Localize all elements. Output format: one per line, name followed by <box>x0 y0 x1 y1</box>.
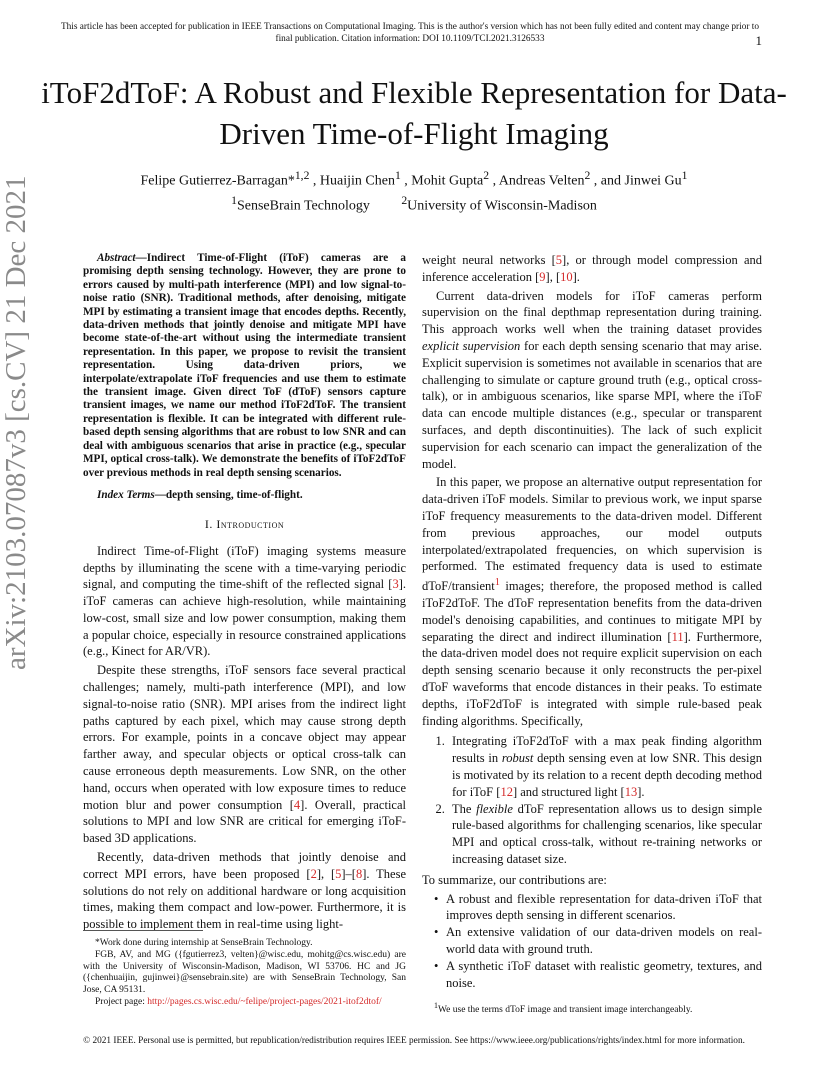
abstract-text: —Indirect Time-of-Flight (iToF) cameras are a promising depth sensing technology. However, they are prone to errors caused by multi-path interference (MPI) and low signal-to-noise ratio (SNR). Traditional methods, after denoising, mitigate MPI by estimating a transient image that encodes depths. Recently, data-driven methods that jointly denoise and mitigate MPI have become state-of-the-art without using the intermediate transient representation. In this paper, we propose to revisit the transient representation. Using data-driven priors, we interpolate/extrapolate iToF frequencies and use them to estimate the transient image. Given direct ToF (dToF) sensors capture transient images, we name our method iToF2dToF. The transient representation is flexible. It can be integrated with different rule-based depth sensing algorithms that are robust to low SNR and can deal with ambiguous scenarios that arise in practice (e.g., specular MPI, optical cross-talk). We demonstrate the benefits of iToF2dToF over previous methods in real depth sensing scenarios. <box>83 252 406 479</box>
abstract-label: Abstract <box>97 252 136 264</box>
citation-link[interactable]: 13 <box>624 784 638 799</box>
citation-link[interactable]: 11 <box>671 629 684 644</box>
summary-intro: To summarize, our contributions are: <box>422 872 607 887</box>
method-list <box>422 733 762 867</box>
citation-link[interactable]: 2 <box>310 866 317 881</box>
arxiv-stamp: arXiv:2103.07087v3 [cs.CV] 21 Dec 2021 <box>0 175 32 670</box>
footnote-rule <box>83 930 203 931</box>
intro-paragraph-1: Indirect Time-of-Flight (iToF) imaging systems measure depths by illuminating the scene with a time-varying periodic signal, and computing the time-shift of the reflected signal [3]. iToF cameras can achieve high-resolution, while maintaining low-cost, small size and low power consumption, making them a popular choice, especially in resource constrained applications (e.g., Kinect for AR/VR). <box>83 543 406 659</box>
footnotes-left <box>83 938 406 1009</box>
citation-link[interactable]: 9 <box>539 269 546 284</box>
project-page-link[interactable]: http://pages.cs.wisc.edu/~felipe/project-pages/2021-itof2dtof/ <box>147 996 382 1007</box>
citation-link[interactable]: 5 <box>555 253 563 267</box>
index-terms-text: —depth sensing, time-of-flight. <box>154 488 303 501</box>
right-paragraph-2: Current data-driven models for iToF cameras perform supervision on the final depthmap representation during training. This approach works well when the training dataset provides explicit supervision for each depth sensing scenario that may arise. Explicit supervision is sometimes not available in scenarios that are challenging to simulate or capture ground truth (e.g., optical cross-talk), or in ambiguous scenarios, like sparse MPI, where the iToF data can encode multiple distances (e.g., specular or transparent surfaces, and depth discontinuities). The lack of such explicit supervision for each scenario can impact the generalization of the model. <box>422 288 763 471</box>
index-terms <box>83 488 406 502</box>
footnote-internship: *Work done during internship at SenseBrain Technology. <box>95 938 313 948</box>
method-list-item: 1. Integrating iToF2dToF with a max peak finding algorithm results in robust depth sensing even at low SNR. This design is motivated by its relation to a recent depth decoding method for iToF [12] and structured light [13]. <box>448 733 762 800</box>
journal-header-note: This article has been accepted for publication in IEEE Transactions on Computational Imaging. This is the author's version which has not been fully edited and content may change prior to final publication. Citation information: DOI 10.1109/TCI.2021.3126533 <box>60 22 760 44</box>
index-terms-label: Index Terms <box>97 488 155 501</box>
footnote-affiliations: FGB, AV, and MG ({fgutierrez3, velten}@wisc.edu, mohitg@cs.wisc.edu) are with the University of Wisconsin-Madison, Madison, WI 53706. HC and JG ({chenhuaijin, gujinwei}@sensebrain.site) are with SenseBrain Technology, San Jose, CA 95131. <box>83 949 406 996</box>
citation-link[interactable]: 10 <box>560 269 573 284</box>
citation-link[interactable]: 5 <box>335 866 342 881</box>
authors-line: Felipe Gutierrez-Barragan*$^{1,2}$ , Huaijin Chen$^1$ , Mohit Gupta$^2$ , Andreas Velten$^2$ , and Jinwei Gu$^1$ <box>140 169 688 189</box>
paper-title: iToF2dToF: A Robust and Flexible Representation for Data-Driven Time-of-Flight Imaging <box>41 75 787 151</box>
citation-link[interactable]: 4 <box>293 797 301 812</box>
contribution-item: • A robust and flexible representation for data-driven iToF that improves depth sensing in different scenarios. <box>436 891 762 925</box>
contributions-list <box>422 891 762 992</box>
citation-link[interactable]: 12 <box>500 784 513 799</box>
footnote-marker[interactable]: 1 <box>494 577 500 589</box>
citation-link[interactable]: 8 <box>355 866 363 881</box>
page-number: 1 <box>755 33 762 48</box>
copyright-footer: © 2021 IEEE. Personal use is permitted, but republication/redistribution requires IEEE permission. See https://www.ieee.org/publications/rights/index.html for more information. <box>83 1036 745 1046</box>
section-heading-introduction: I. Introduction <box>204 516 285 531</box>
right-paragraph-3: In this paper, we propose an alternative output representation for data-driven iToF models. Similar to previous work, we input sparse iToF frequency measurements to the data-driven model. Different from previous approaches, our model outputs interpolated/extrapolated frequencies, on which supervision is performed. The estimated frequency data is used to estimate dToF/transient$^1$ images; therefore, the proposed method is called iToF2dToF. The dToF representation benefits from the data-driven model's denoising capabilities, and continues to mitigate MPI by separating the direct and indirect illumination [11]. Furthermore, the data-driven model does not require explicit supervision on each depth sensing scenario because it only reconstructs the per-pixel dToF waveforms that encode distances in their peaks. To estimate depths, iToF2dToF is integrated with simple rule-based peak finding algorithms. Specifically, <box>422 475 762 728</box>
right-column <box>422 252 762 991</box>
intro-paragraph-3: Recently, data-driven methods that jointly denoise and correct MPI errors, have been proposed [2], [5]–[8]. These solutions do not rely on additional hardware or long acquisition times, making them compact and low-power. Furthermore, it is possible to implement them in real-time using light- <box>83 850 406 932</box>
footnote-transient: $^1$We use the terms dToF image and transient image interchangeably. <box>434 1001 693 1016</box>
method-list-item: 2. The flexible dToF representation allows us to design simple rule-based algorithms for challenging scenarios, like specular MPI and optical cross-talk, without re-training networks or increasing dataset size. <box>448 801 762 868</box>
footnote-project-page: Project page: http://pages.cs.wisc.edu/~felipe/project-pages/2021-itof2dtof/ <box>95 996 382 1007</box>
intro-paragraph-2: Despite these strengths, iToF sensors face several practical challenges; namely, multi-path interference (MPI), and low signal-to-noise ratio (SNR). MPI arises from the indirect light paths captured by each pixel, which may cause strong depth errors. For example, points in a concave object may appear farther away, and specular objects or optical cross-talk can cause erroneous depth measurements. Low SNR, on the other hand, occurs when operated with low exposure times to reduce motion blur and power consumption [4]. Overall, practical solutions to MPI and low SNR are critical for emerging iToF-based 3D applications. <box>83 663 406 846</box>
contribution-item: • An extensive validation of our data-driven models on real-world data with ground truth. <box>436 924 762 958</box>
contribution-item: • A synthetic iToF dataset with realistic geometry, textures, and noise. <box>436 958 762 992</box>
abstract <box>83 252 406 480</box>
right-paragraph-1: weight neural networks [5], or through model compression and inference acceleration [9], [10]. <box>422 253 762 284</box>
affiliations-line: $^1$SenseBrain Technology $^2$University of Wisconsin-Madison <box>231 193 597 214</box>
left-column <box>83 252 406 933</box>
citation-link[interactable]: 3 <box>392 577 399 592</box>
author-block <box>40 166 788 215</box>
